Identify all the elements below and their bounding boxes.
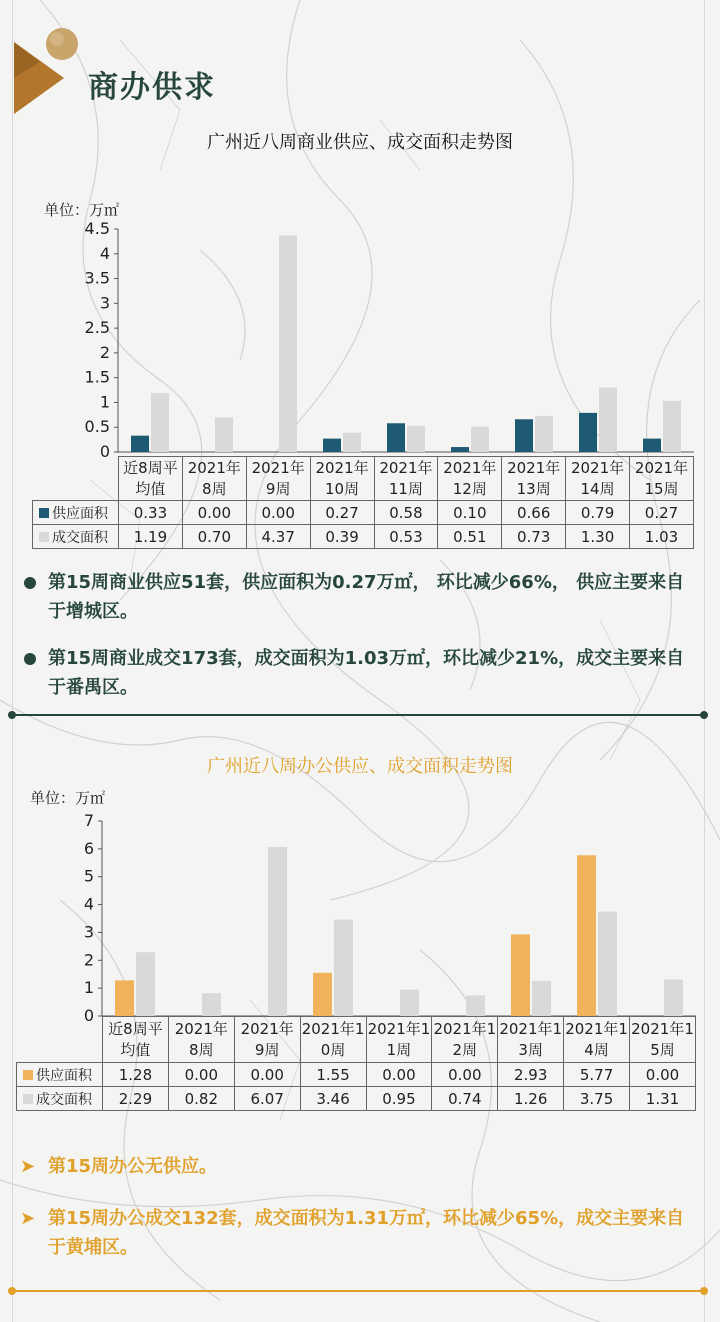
category-label: 2021年 12周 [438,457,502,501]
category-label: 2021年1 1周 [366,1017,432,1063]
value-cell: 1.28 [103,1063,169,1087]
value-cell: 0.00 [234,1063,300,1087]
office-bullet-1: ➤ 第15周办公无供应。 [20,1156,218,1177]
value-cell: 1.26 [498,1087,564,1111]
page-title: 商办供求 [88,70,216,105]
category-label: 2021年1 5周 [630,1017,696,1063]
category-label: 2021年1 2周 [432,1017,498,1063]
value-cell: 0.33 [119,501,183,525]
category-label: 2021年 10周 [310,457,374,501]
value-cell: 1.03 [630,525,694,549]
value-cell: 0.27 [630,501,694,525]
value-cell: 2.29 [103,1087,169,1111]
value-cell: 6.07 [234,1087,300,1111]
category-label: 2021年 9周 [246,457,310,501]
value-cell: 1.31 [630,1087,696,1111]
commercial-data-table: 近8周平 均值 2021年 8周 2021年 9周 2021年 10周 2021年 11周 2021年 12周 2021年 13周 2021年 14周 2021年 15周 供应面积 0.33 0.00 0.00 0.27 0.58 0.10 0.66 0.79 0.27 成交面积 1.19 0.70 4.37 0.39 0.53 0.51 0.73 1.30 1.03 [32,456,694,549]
supply-bar [511,934,530,1016]
y-tick-label: 7 [83,811,94,830]
value-cell: 0.58 [374,501,438,525]
value-cell: 0.73 [502,525,566,549]
y-tick-label: 1 [83,978,94,998]
value-cell: 0.95 [366,1087,432,1111]
value-cell: 5.77 [564,1063,630,1087]
value-cell: 0.00 [246,501,310,525]
deal-bar [532,981,551,1016]
y-tick-label: 4.5 [84,219,110,238]
value-cell: 4.37 [246,525,310,549]
y-tick-label: 2 [83,950,94,970]
deal-bar [598,912,617,1016]
category-label: 2021年1 4周 [564,1017,630,1063]
value-cell: 2.93 [498,1063,564,1087]
commercial-unit-label: 单位：万㎡ [44,201,120,219]
deal-bar [664,980,683,1016]
y-tick-label: 3.5 [84,268,110,288]
commercial-bullet-1: 第15周商业供应51套，供应面积为0.27万㎡， 环比减少66%， 供应主要来自于增城区。 [26,568,694,626]
value-cell: 3.75 [564,1087,630,1111]
value-cell: 0.51 [438,525,502,549]
office-data-table: 近8周平 均值 2021年 8周 2021年 9周 2021年1 0周 2021年1 1周 2021年1 2周 2021年1 3周 2021年1 4周 2021年1 5周 供应面积 1.28 0.00 0.00 1.55 0.00 0.00 2.93 5.77 0.00 成交面积 2.29 0.82 6.07 3.46 0.95 0.74 1.26 3.75 1.31 [16,1016,696,1111]
category-label: 2021年 11周 [374,457,438,501]
value-cell: 0.70 [182,525,246,549]
value-cell: 0.00 [182,501,246,525]
supply-bar [313,973,332,1016]
deal-bar [202,993,221,1016]
supply-bar [577,855,596,1016]
y-tick-label: 0.5 [84,417,110,437]
value-cell: 0.66 [502,501,566,525]
value-cell: 0.79 [566,501,630,525]
supply-bar [115,980,134,1016]
deal-bar [466,995,485,1016]
y-tick-label: 2.5 [84,318,110,338]
value-cell: 0.74 [432,1087,498,1111]
category-label: 2021年 14周 [566,457,630,501]
deal-bar [400,990,419,1016]
value-cell: 1.30 [566,525,630,549]
y-tick-label: 0 [83,1006,94,1025]
category-label: 2021年 8周 [182,457,246,501]
category-label: 2021年1 0周 [300,1017,366,1063]
commercial-chart-title: 广州近八周商业供应、成交面积走势图 [207,132,513,153]
value-cell: 0.53 [374,525,438,549]
y-tick-label: 4 [99,243,110,263]
value-cell: 0.00 [432,1063,498,1087]
category-label: 2021年 15周 [630,457,694,501]
y-tick-label: 6 [83,838,94,858]
y-tick-label: 5 [83,866,94,886]
y-tick-label: 1.5 [84,367,110,387]
value-cell: 1.55 [300,1063,366,1087]
category-label: 2021年 13周 [502,457,566,501]
value-cell: 1.19 [119,525,183,549]
value-cell: 0.00 [630,1063,696,1087]
deal-bar [268,847,287,1016]
office-bullet-2: ➤ 第15周办公成交132套，成交面积为1.31万㎡，环比减少65%，成交主要来自于黄埔区。 [20,1208,685,1258]
value-cell: 3.46 [300,1087,366,1111]
y-tick-label: 0 [99,442,110,461]
value-cell: 0.27 [310,501,374,525]
y-tick-label: 1 [99,392,110,412]
office-chart-title: 广州近八周办公供应、成交面积走势图 [207,756,513,777]
y-tick-label: 4 [83,894,94,914]
commercial-bullet-2: 第15周商业成交173套，成交面积为1.03万㎡，环比减少21%，成交主要来自于番禺区。 [26,644,694,702]
category-label: 近8周平 均值 [103,1017,169,1063]
value-cell: 0.10 [438,501,502,525]
category-label: 2021年 8周 [168,1017,234,1063]
deal-bar [334,920,353,1016]
y-tick-label: 2 [99,342,110,362]
value-cell: 0.39 [310,525,374,549]
office-unit-label: 单位：万㎡ [30,789,106,807]
category-label: 2021年1 3周 [498,1017,564,1063]
y-tick-label: 3 [99,293,110,313]
value-cell: 0.00 [168,1063,234,1087]
y-tick-label: 3 [83,922,94,942]
category-label: 2021年 9周 [234,1017,300,1063]
category-label: 近8周平 均值 [119,457,183,501]
deal-bar [136,952,155,1016]
section-divider-orange [12,1290,704,1292]
value-cell: 0.00 [366,1063,432,1087]
value-cell: 0.82 [168,1087,234,1111]
